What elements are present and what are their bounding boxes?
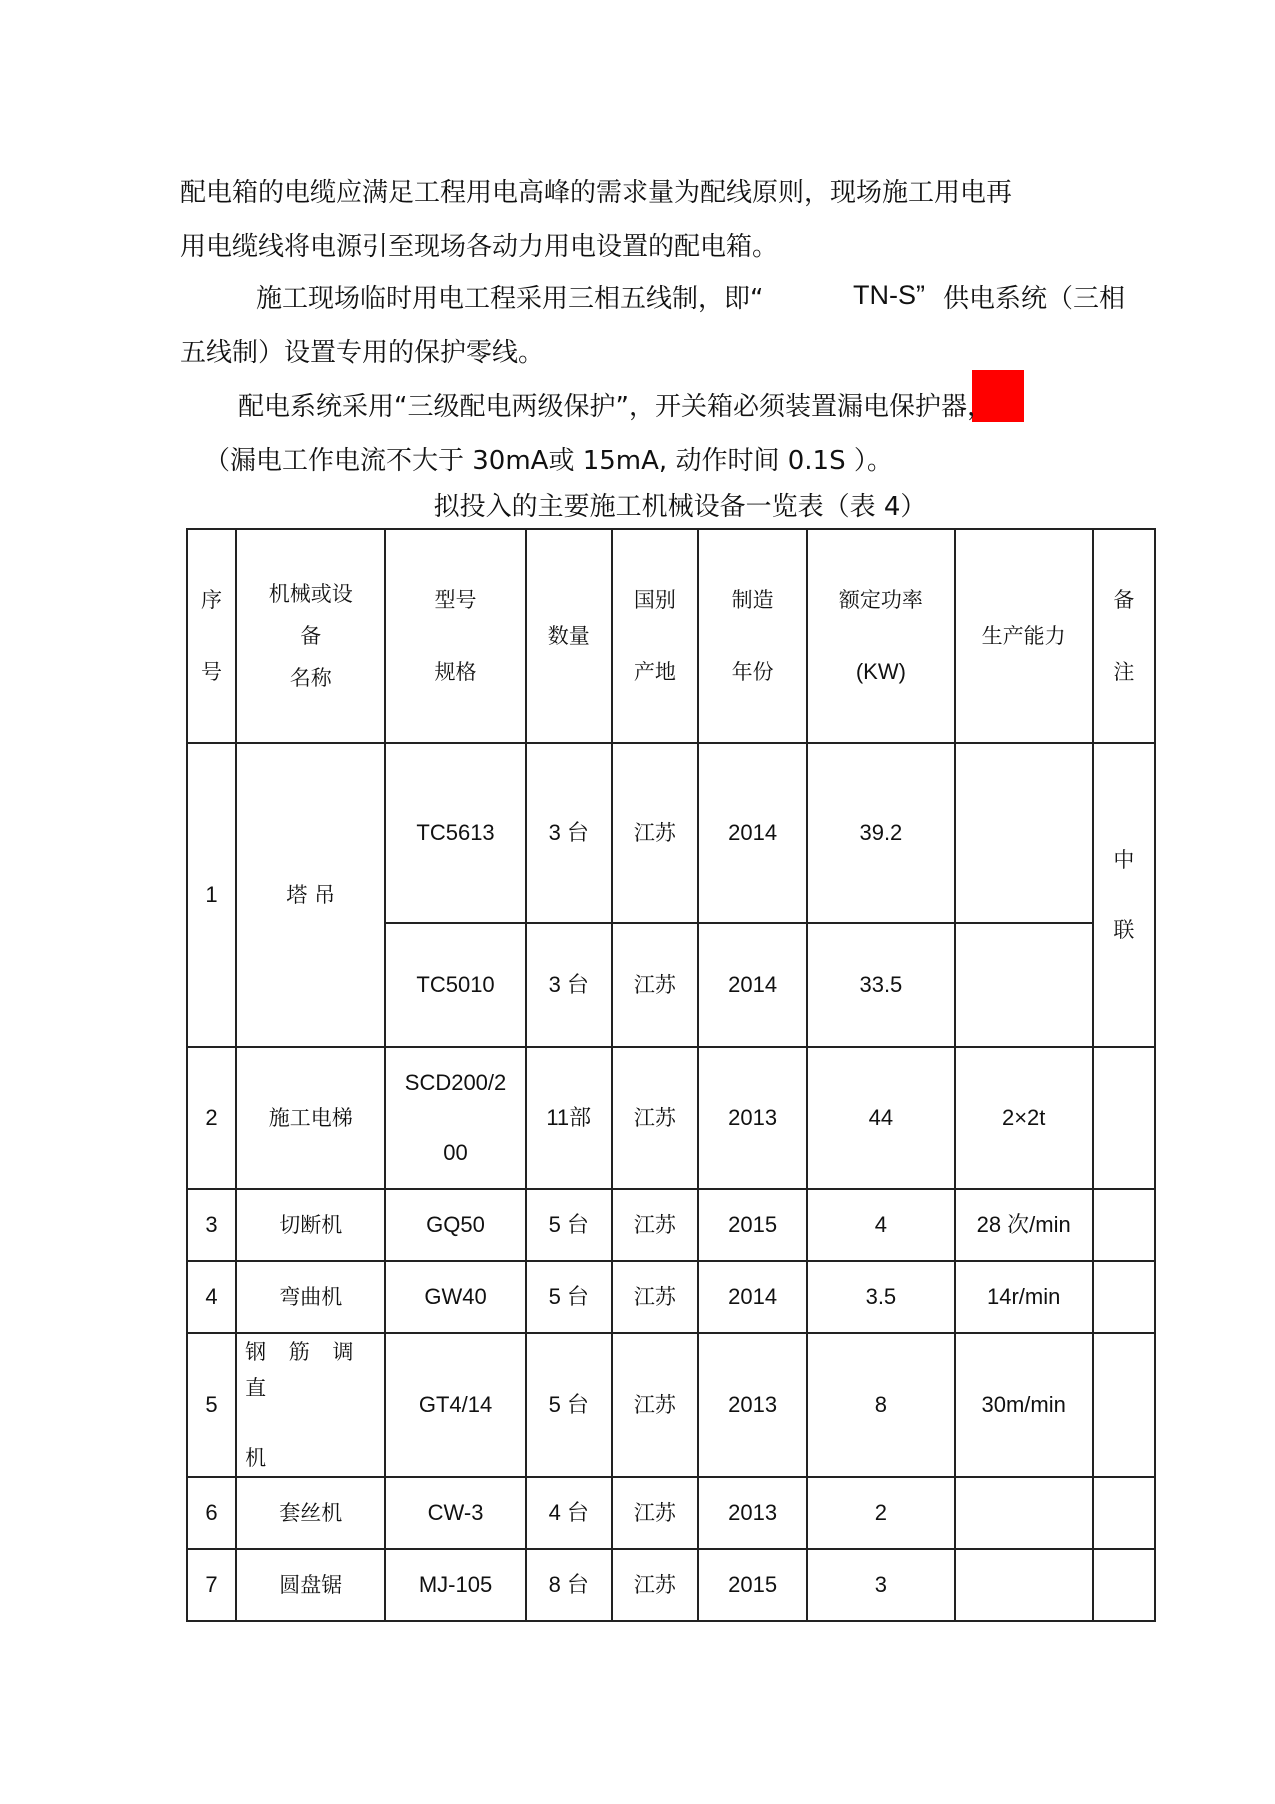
- row-1a-origin: 江苏: [612, 743, 698, 923]
- paragraph-2-line-2: 五线制）设置专用的保护零线。: [180, 338, 545, 368]
- row-4-remark: [1093, 1261, 1155, 1333]
- table-row: [187, 1477, 1155, 1549]
- table-row: [187, 1047, 1155, 1189]
- row-3-model: GQ50: [385, 1189, 525, 1261]
- table-caption: 拟投入的主要施工机械设备一览表（表 4）: [433, 492, 927, 522]
- paragraph-3-line-2: （漏电工作电流不大于 30mA或 15mA, 动作时间 0.1S ）。: [204, 446, 893, 476]
- row-7-capacity: [955, 1549, 1093, 1621]
- row-4-qty: 5 台: [526, 1261, 612, 1333]
- row-1b-qty: 3 台: [526, 923, 612, 1047]
- table-row: [187, 1261, 1155, 1333]
- row-1b-origin: 江苏: [612, 923, 698, 1047]
- header-capacity: 生产能力: [955, 529, 1093, 743]
- row-4-capacity: 14r/min: [955, 1261, 1093, 1333]
- row-2-remark: [1093, 1047, 1155, 1189]
- row-3-year: 2015: [698, 1189, 807, 1261]
- row-6-name: 套丝机: [236, 1477, 385, 1549]
- row-1b-year: 2014: [698, 923, 807, 1047]
- row-5-model: GT4/14: [385, 1333, 525, 1477]
- row-6-capacity: [955, 1477, 1093, 1549]
- row-5-name: 钢 筋 调 直 机: [236, 1333, 385, 1477]
- row-5-power: 8: [807, 1333, 954, 1477]
- row-3-seq: 3: [187, 1189, 236, 1261]
- header-origin: 国别 产地: [612, 529, 698, 743]
- row-7-seq: 7: [187, 1549, 236, 1621]
- row-1-name: 塔 吊: [236, 743, 385, 1047]
- row-1b-capacity: [955, 923, 1093, 1047]
- row-6-qty: 4 台: [526, 1477, 612, 1549]
- table-row: [187, 1189, 1155, 1261]
- row-5-remark: [1093, 1333, 1155, 1477]
- row-7-model: MJ-105: [385, 1549, 525, 1621]
- row-7-remark: [1093, 1549, 1155, 1621]
- table-row: [187, 743, 1155, 923]
- row-5-qty: 5 台: [526, 1333, 612, 1477]
- row-2-power: 44: [807, 1047, 954, 1189]
- row-4-year: 2014: [698, 1261, 807, 1333]
- row-2-year: 2013: [698, 1047, 807, 1189]
- row-5-seq: 5: [187, 1333, 236, 1477]
- row-3-power: 4: [807, 1189, 954, 1261]
- row-3-origin: 江苏: [612, 1189, 698, 1261]
- paragraph-1-line-1: 配电箱的电缆应满足工程用电高峰的需求量为配线原则，现场施工用电再: [180, 178, 1013, 208]
- row-6-origin: 江苏: [612, 1477, 698, 1549]
- row-1-seq: 1: [187, 743, 236, 1047]
- header-year: 制造 年份: [698, 529, 807, 743]
- paragraph-2-line-1c: 供电系统（三相: [943, 284, 1126, 314]
- header-seq: 序 号: [187, 529, 236, 743]
- row-7-qty: 8 台: [526, 1549, 612, 1621]
- row-4-model: GW40: [385, 1261, 525, 1333]
- row-7-name: 圆盘锯: [236, 1549, 385, 1621]
- paragraph-1-line-2: 用电缆线将电源引至现场各动力用电设置的配电箱。: [180, 232, 779, 262]
- row-5-capacity: 30m/min: [955, 1333, 1093, 1477]
- row-3-remark: [1093, 1189, 1155, 1261]
- row-1a-qty: 3 台: [526, 743, 612, 923]
- row-2-name: 施工电梯: [236, 1047, 385, 1189]
- row-7-year: 2015: [698, 1549, 807, 1621]
- row-5-year: 2013: [698, 1333, 807, 1477]
- row-2-capacity: 2×2t: [955, 1047, 1093, 1189]
- header-remark: 备 注: [1093, 529, 1155, 743]
- row-4-name: 弯曲机: [236, 1261, 385, 1333]
- table-row: [187, 1549, 1155, 1621]
- row-2-qty: 11部: [526, 1047, 612, 1189]
- row-7-origin: 江苏: [612, 1549, 698, 1621]
- row-1b-model: TC5010: [385, 923, 525, 1047]
- row-1a-capacity: [955, 743, 1093, 923]
- row-7-power: 3: [807, 1549, 954, 1621]
- row-3-capacity: 28 次/min: [955, 1189, 1093, 1261]
- table-header-row: [187, 529, 1155, 743]
- row-1-remark: 中 联: [1093, 743, 1155, 1047]
- header-name: 机械或设 备 名称: [236, 529, 385, 743]
- row-4-power: 3.5: [807, 1261, 954, 1333]
- row-6-remark: [1093, 1477, 1155, 1549]
- paragraph-2-term: TN-S”: [853, 280, 925, 310]
- row-5-origin: 江苏: [612, 1333, 698, 1477]
- row-4-seq: 4: [187, 1261, 236, 1333]
- row-3-name: 切断机: [236, 1189, 385, 1261]
- header-power: 额定功率 (KW): [807, 529, 954, 743]
- row-6-model: CW-3: [385, 1477, 525, 1549]
- paragraph-2-line-1a: 施工现场临时用电工程采用三相五线制，即“: [256, 284, 764, 314]
- header-qty: 数量: [526, 529, 612, 743]
- row-1a-power: 39.2: [807, 743, 954, 923]
- row-4-origin: 江苏: [612, 1261, 698, 1333]
- header-model: 型号 规格: [385, 529, 525, 743]
- row-2-seq: 2: [187, 1047, 236, 1189]
- row-1a-model: TC5613: [385, 743, 525, 923]
- row-6-seq: 6: [187, 1477, 236, 1549]
- row-1b-power: 33.5: [807, 923, 954, 1047]
- row-2-model: SCD200/2 00: [385, 1047, 525, 1189]
- row-6-power: 2: [807, 1477, 954, 1549]
- row-6-year: 2013: [698, 1477, 807, 1549]
- equipment-table: [186, 528, 1156, 1622]
- row-1a-year: 2014: [698, 743, 807, 923]
- row-2-origin: 江苏: [612, 1047, 698, 1189]
- row-3-qty: 5 台: [526, 1189, 612, 1261]
- table-row: [187, 1333, 1155, 1477]
- paragraph-3-line-1: 配电系统采用“三级配电两级保护”，开关箱必须装置漏电保护器，: [238, 392, 993, 422]
